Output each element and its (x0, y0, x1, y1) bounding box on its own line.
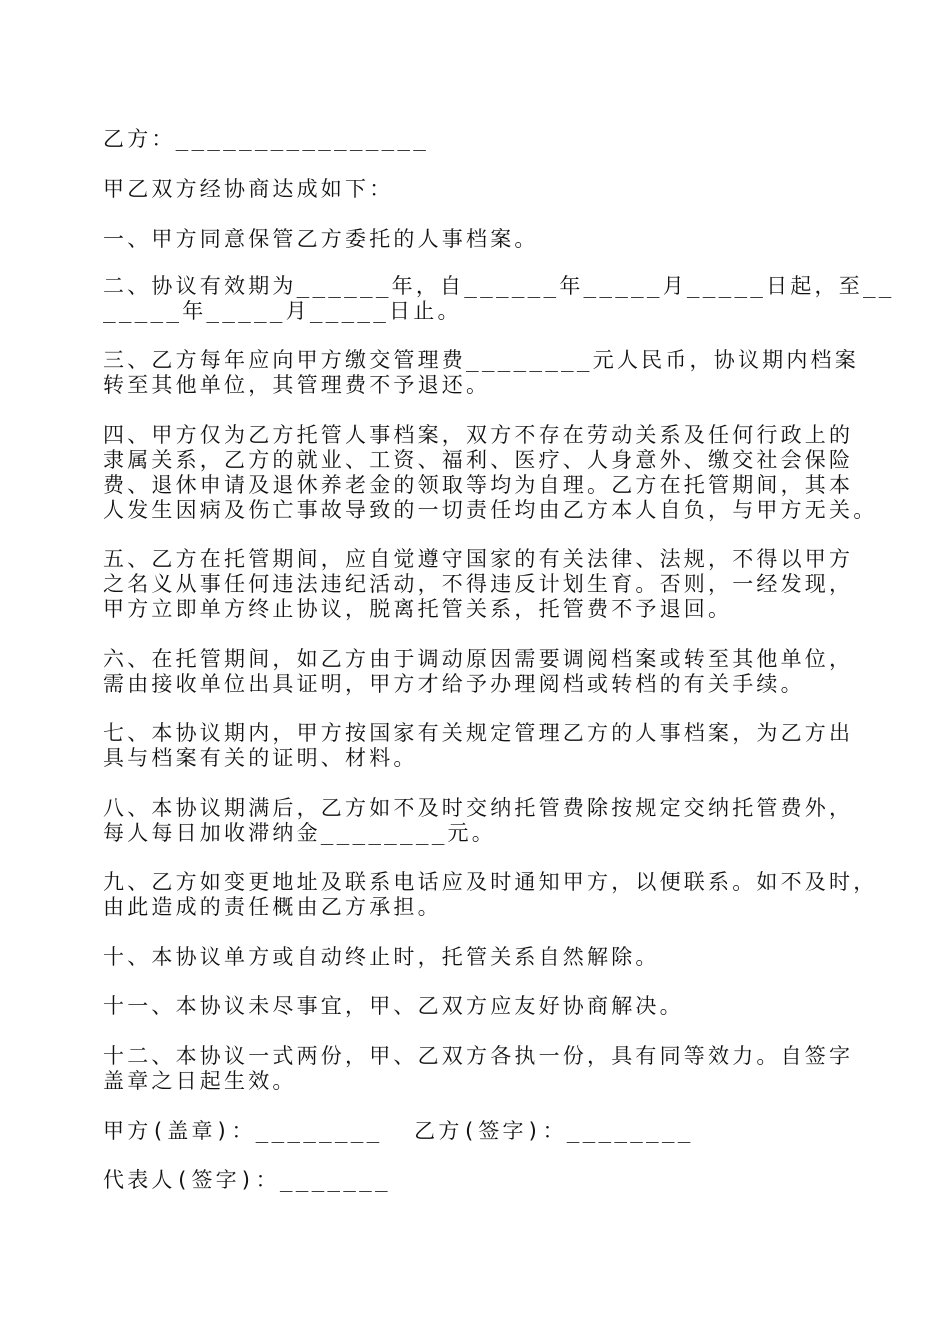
clause-5-line-1: 五、乙方在托管期间，应自觉遵守国家的有关法律、法规，不得以甲方 (103, 547, 854, 571)
clause-3-line-1: 三、乙方每年应向甲方缴交管理费________元人民币，协议期内档案 (103, 348, 859, 372)
clause-1-line-1: 一、甲方同意保管乙方委托的人事档案。 (103, 227, 539, 251)
clause-2-line-1: 二、协议有效期为______年，自______年_____月_____日起，至__ (103, 274, 895, 298)
clause-4-line-1: 四、甲方仅为乙方托管人事档案，双方不存在劳动关系及任何行政上的 (103, 423, 854, 447)
clause-4-line-4: 人发生因病及伤亡事故导致的一切责任均由乙方本人自负，与甲方无关。 (103, 498, 878, 522)
clause-5-line-2: 之名义从事任何违法违纪活动，不得违反计划生育。否则，一经发现， (103, 572, 854, 596)
clause-3-line-2: 转至其他单位，其管理费不予退还。 (103, 373, 491, 397)
clause-7-line-2: 具与档案有关的证明、材料。 (103, 746, 418, 770)
clause-2-line-2: _____年_____月_____日止。 (103, 299, 462, 323)
signature-line-1: 甲方(盖章)：________ 乙方(签字)：________ (103, 1119, 694, 1143)
clause-12-line-1: 十二、本协议一式两份，甲、乙双方各执一份，具有同等效力。自签字 (103, 1044, 854, 1068)
clause-8-line-1: 八、本协议期满后，乙方如不及时交纳托管费除按规定交纳托管费外， (103, 796, 854, 820)
clause-4-line-3: 费、退休申请及退休养老金的领取等均为自理。乙方在托管期间，其本 (103, 473, 854, 497)
clause-6-line-2: 需由接收单位出具证明，甲方才给予办理阅档或转档的有关手续。 (103, 672, 805, 696)
clause-12-line-2: 盖章之日起生效。 (103, 1069, 297, 1093)
clause-9-line-1: 九、乙方如变更地址及联系电话应及时通知甲方，以便联系。如不及时， (103, 870, 878, 894)
party-b-line: 乙方：________________ (103, 127, 430, 151)
clause-7-line-1: 七、本协议期内，甲方按国家有关规定管理乙方的人事档案，为乙方出 (103, 721, 854, 745)
intro-line: 甲乙双方经协商达成如下： (103, 177, 394, 201)
clause-10-line-1: 十、本协议单方或自动终止时，托管关系自然解除。 (103, 945, 660, 969)
clause-5-line-3: 甲方立即单方终止协议，脱离托管关系，托管费不予退回。 (103, 597, 733, 621)
clause-4-line-2: 隶属关系，乙方的就业、工资、福利、医疗、人身意外、缴交社会保险 (103, 448, 854, 472)
clause-8-line-2: 每人每日加收滞纳金________元。 (103, 821, 496, 845)
signature-line-2: 代表人(签字)：_______ (103, 1168, 391, 1192)
clause-11-line-1: 十一、本协议未尽事宜，甲、乙双方应友好协商解决。 (103, 994, 684, 1018)
clause-9-line-2: 由此造成的责任概由乙方承担。 (103, 895, 442, 919)
clause-6-line-1: 六、在托管期间，如乙方由于调动原因需要调阅档案或转至其他单位， (103, 647, 854, 671)
